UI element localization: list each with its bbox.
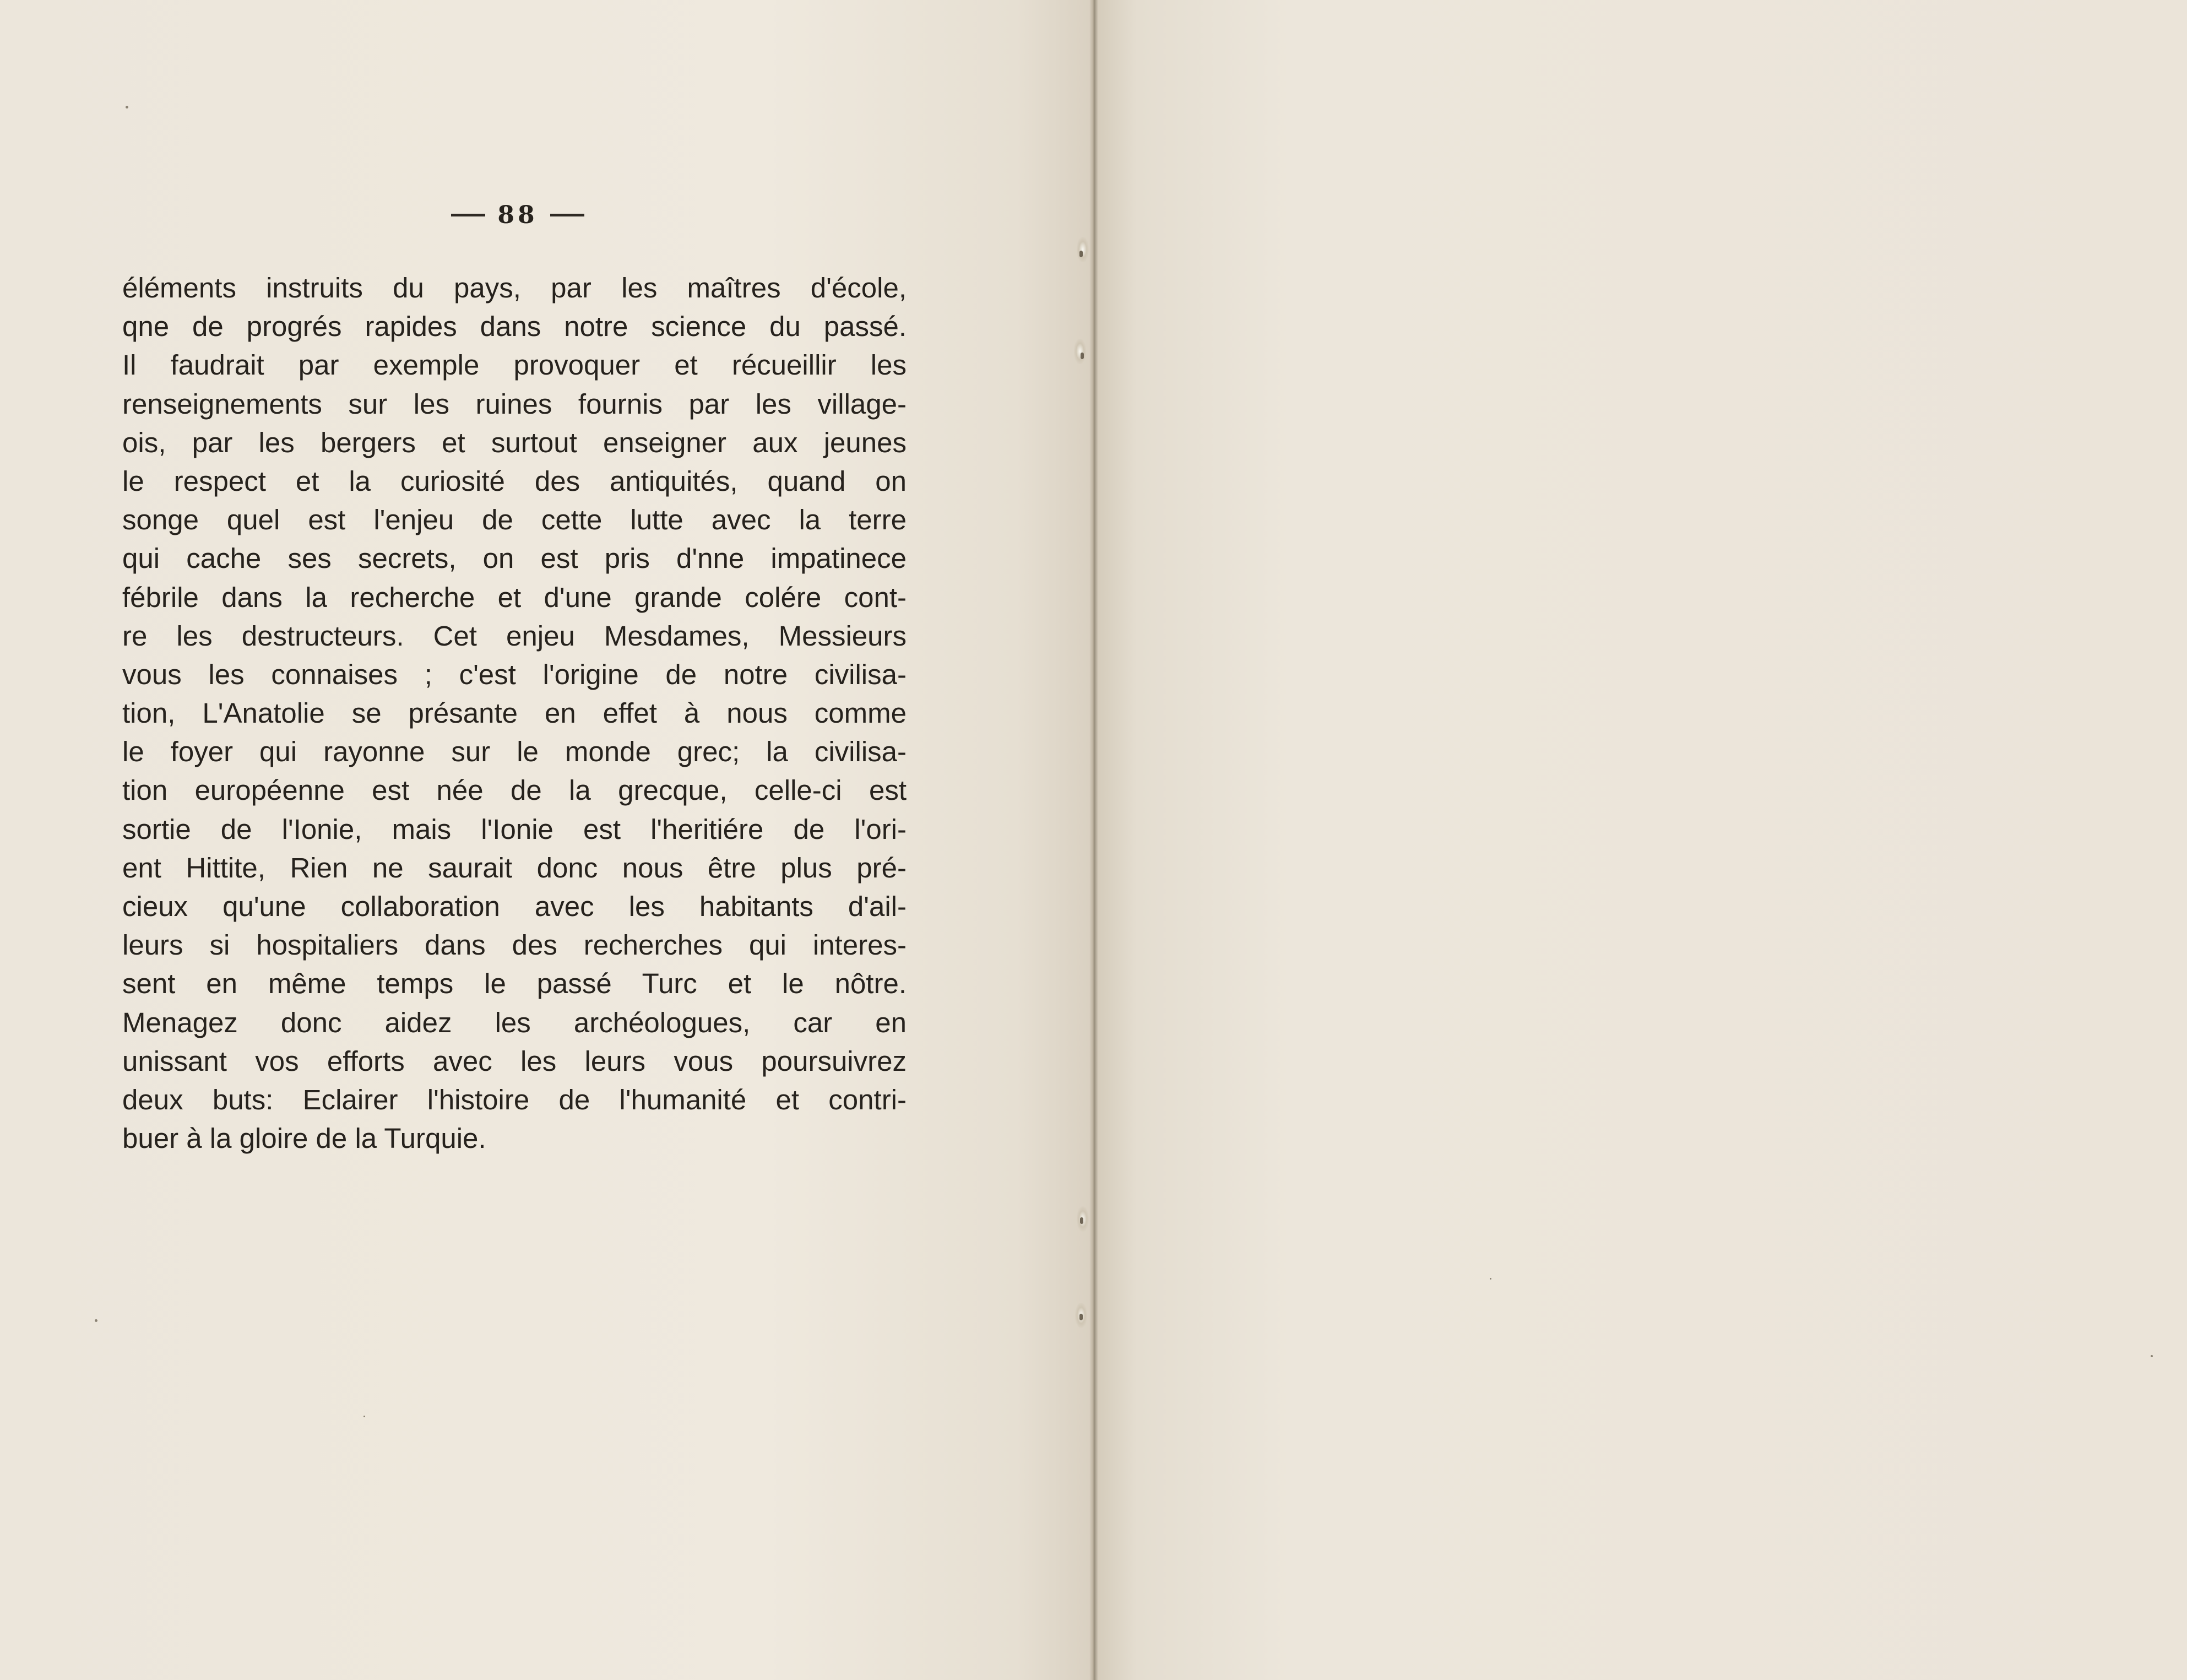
page-number: 88 (497, 200, 538, 229)
body-line: qui cache ses secrets, on est pris d'nne impatinece (122, 543, 907, 575)
binding-thread (1080, 1217, 1083, 1224)
body-line: Menagez donc aidez les archéologues, car en (122, 1006, 907, 1038)
body-line: unissant vos efforts avec les leurs vous poursuivrez (122, 1045, 907, 1077)
body-line: ois, par les bergers et surtout enseigner aux jeunes (122, 426, 907, 458)
body-line: tion européenne est née de la grecque, celle-ci est (122, 774, 907, 806)
body-line: le foyer qui rayonne sur le monde grec; la civilisa- (122, 736, 907, 768)
body-line: re les destructeurs. Cet enjeu Mesdames, Messieurs (122, 620, 907, 652)
paper-speck (1490, 1278, 1491, 1280)
right-page-blank (1093, 0, 2187, 1680)
body-line: vous les connaises ; c'est l'origine de notre civilisa- (122, 658, 907, 690)
binding-thread (1079, 251, 1083, 257)
paper-speck (363, 1416, 365, 1417)
paper-speck (2151, 1355, 2153, 1357)
paper-speck (95, 1319, 97, 1322)
body-line: ent Hittite, Rien ne saurait donc nous être plus pré- (122, 852, 907, 884)
body-text (122, 269, 907, 1158)
left-dash (451, 214, 485, 216)
body-line: tion, L'Anatolie se présante en effet à nous comme (122, 697, 907, 729)
binding-stitch (1077, 237, 1089, 262)
binding-thread (1081, 353, 1084, 359)
body-line: éléments instruits du pays, par les maîtres d'école, (122, 272, 907, 304)
body-line: fébrile dans la recherche et d'une grande colére cont- (122, 581, 907, 613)
binding-thread (1079, 1314, 1083, 1320)
body-line: cieux qu'une collaboration avec les habitants d'ail- (122, 891, 907, 922)
left-page (0, 0, 1093, 1680)
binding-stitch (1074, 339, 1086, 364)
body-line: leurs si hospitaliers dans des recherches qui interes- (122, 929, 907, 961)
body-line: deux buts: Eclairer l'histoire de l'humanité et contri- (122, 1083, 907, 1115)
page-number-header (435, 198, 600, 231)
body-line: sent en même temps le passé Turc et le nôtre. (122, 968, 907, 1000)
book-gutter (1089, 0, 1098, 1680)
body-line: le respect et la curiosité des antiquités, quand on (122, 465, 907, 497)
body-line: qne de progrés rapides dans notre science du passé. (122, 311, 907, 343)
paper-speck (126, 106, 128, 109)
body-line: renseignements sur les ruines fournis par les village- (122, 388, 907, 420)
right-dash (550, 214, 584, 216)
body-line-last: buer à la gloire de la Turquie. (122, 1123, 486, 1155)
body-line: Il faudrait par exemple provoquer et récueillir les (122, 349, 907, 381)
body-line: songe quel est l'enjeu de cette lutte avec la terre (122, 504, 907, 536)
body-line: sortie de l'Ionie, mais l'Ionie est l'heritiére de l'ori- (122, 813, 907, 845)
